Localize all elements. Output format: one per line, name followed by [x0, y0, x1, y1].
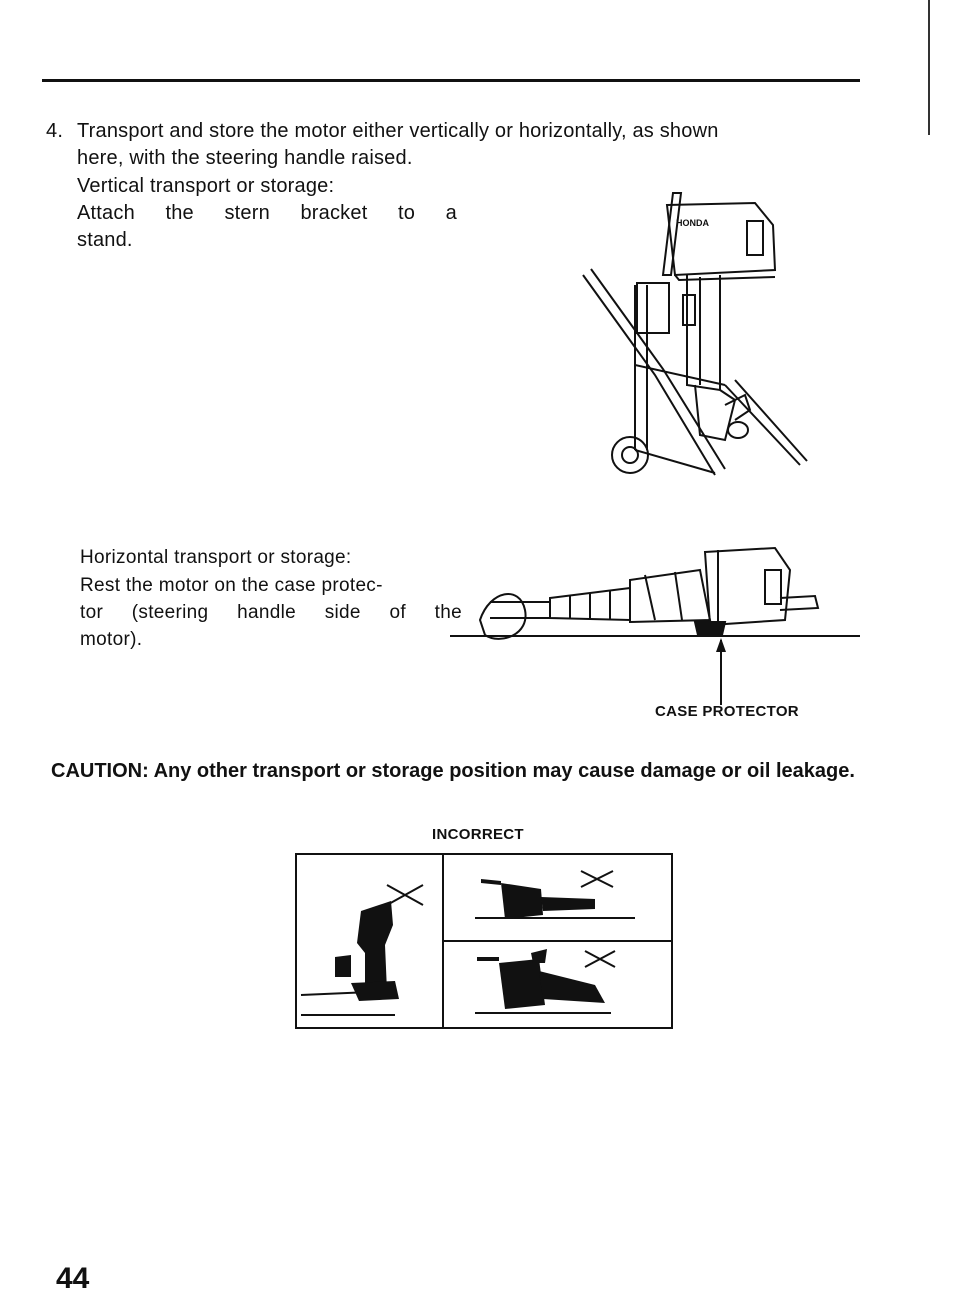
horizontal-line2: tor (steering handle side of the: [80, 602, 462, 623]
incorrect-label: INCORRECT: [432, 826, 524, 843]
caution-note: [51, 756, 881, 786]
horizontal-storage-illustration: [450, 540, 862, 690]
case-protector-label: CASE PROTECTOR: [655, 703, 799, 720]
vertical-body-line1: Attach the stern bracket to a: [77, 202, 457, 224]
horizontal-heading: Horizontal transport or storage:: [80, 547, 352, 568]
page-number: 44: [56, 1262, 90, 1295]
vertical-heading: Vertical transport or storage:: [77, 175, 335, 197]
step-text-line2: here, with the steering handle raised.: [77, 147, 413, 169]
horizontal-line1: Rest the motor on the case protec-: [80, 575, 383, 596]
incorrect-positions-illustration: [295, 853, 675, 1030]
header-rule: [42, 79, 860, 82]
vertical-storage-illustration: [575, 185, 815, 485]
honda-logo: HONDA: [676, 218, 709, 228]
scan-edge-line: [928, 0, 930, 135]
caution-text: Any other transport or storage position may cause damage or oil leakage.: [153, 760, 855, 782]
step-text-line1: Transport and store the motor either vertically or horizontally, as shown: [77, 120, 719, 142]
horizontal-line3: motor).: [80, 629, 143, 650]
step-number: 4.: [46, 120, 64, 142]
vertical-body-line2: stand.: [77, 229, 133, 251]
caution-label: CAUTION:: [51, 760, 149, 782]
